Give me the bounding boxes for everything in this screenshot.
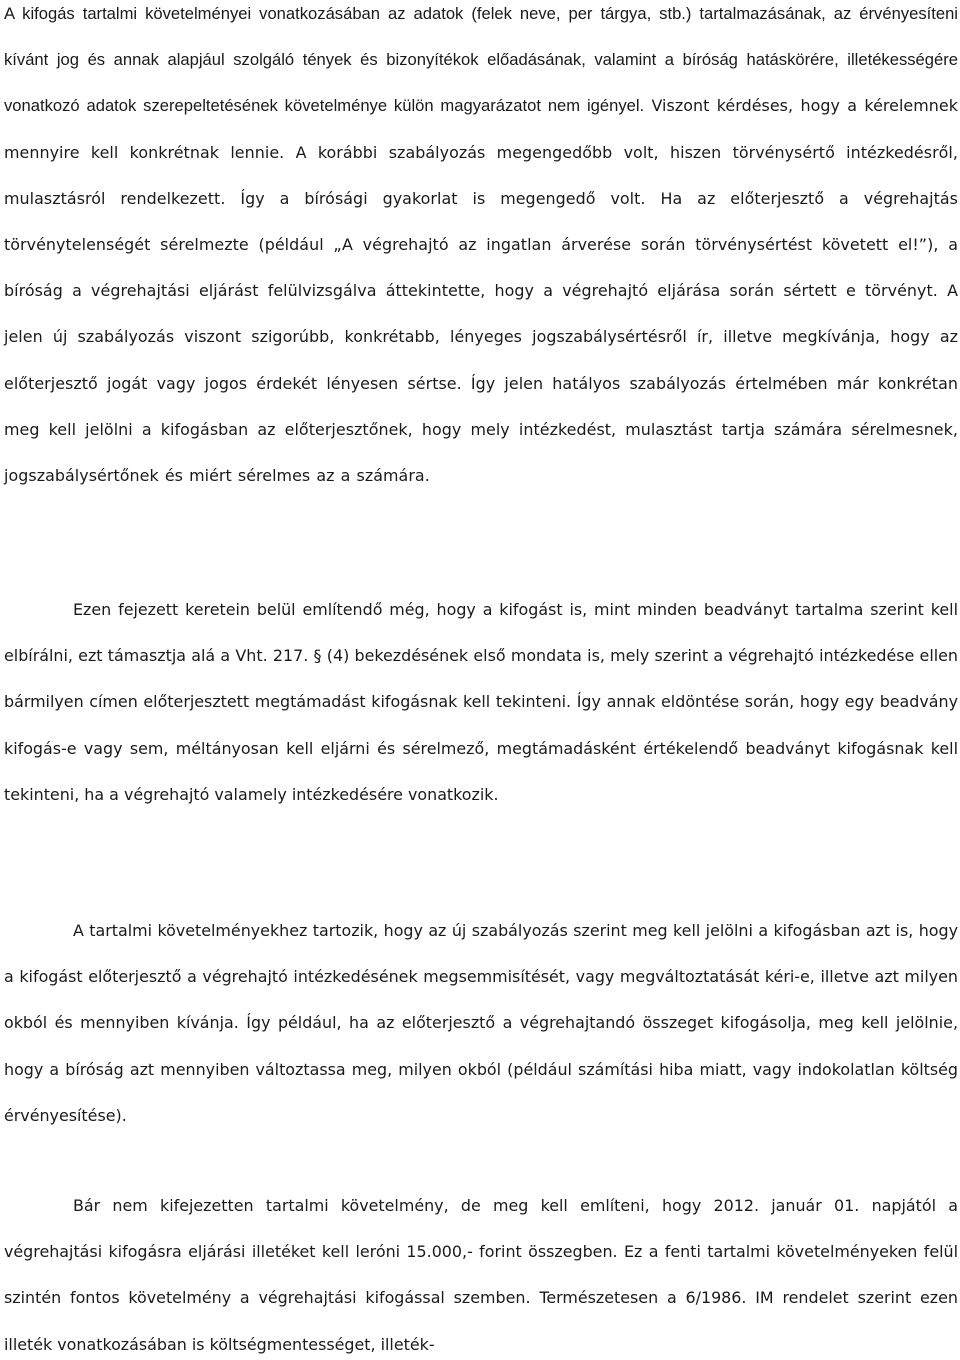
paragraph-3: A tartalmi követelményekhez tartozik, hogy az új szabályozás szerint meg kell jelölni a kifogásban azt is, hogy a kifogást előterjesztő a végrehajtó intézkedésének megsemmisítését, vagy megváltoztatását kéri-e, illetve azt milyen okból és mennyiben kívánja. Így például, ha az előterjesztő a végrehajtandó összeget kifogásolja, meg kell jelölnie, hogy a bíróság azt mennyiben változtassa meg, milyen okból (például számítási hiba miatt, vagy indokolatlan költség érvényesítése). bbox=[4, 921, 958, 1125]
paragraph-1 bbox=[0, 0, 960, 499]
paragraph-1-sans-text: Viszont kérdéses, hogy a kérelemnek mennyire kell konkrétnak lennie. A korábbi szabályozás megengedőbb volt, hiszen törvénysértő intézkedésről, mulasztásról rendelkezett. Így a bírósági gyakorlat is megengedő volt. Ha az előterjesztő a végrehajtás törvénytelenségét sérelmezte (például „A végrehajtó az ingatlan árverése során törvénysértést követett el!”), a bíróság a végrehajtási eljárást felülvizsgálva áttekintette, hogy a végrehajtó eljárása során sértett e törvényt. A jelen új szabályozás viszont szigorúbb, konkrétabb, lényeges jogszabálysértésről ír, illetve megkívánja, hogy az előterjesztő jogát vagy jogos érdekét lényesen sértse. Így jelen hatályos szabályozás értelmében már konkrétan meg kell jelölni a kifogásban az előterjesztőnek, hogy mely intézkedést, mulasztást tartja számára sérelmesnek, jogszabálysértőnek és miért sérelmes az a számára. bbox=[4, 96, 958, 486]
paragraph-1-serif-text: A kifogás tartalmi követelményei vonatkozásában az adatok (felek neve, per tárgya, stb.) tartalmazásának, az érvényesíteni kívánt jog és annak alapjául szolgáló tények és bizonyítékok előadásának, valamint a bíróság hatáskörére, illetékességére vonatkozó adatok szerepeltetésének követelménye külön magyarázatot nem igényel. bbox=[4, 4, 958, 116]
paragraph-4: Bár nem kifejezetten tartalmi követelmény, de meg kell említeni, hogy 2012. január 01. napjától a végrehajtási kifogásra eljárási illetéket kell leróni 15.000,- forint összegben. Ez a fenti tartalmi követelményeken felül szintén fontos követelmény a végrehajtási kifogással szemben. Természetesen a 6/1986. IM rendelet szerint ezen illeték vonatkozásában is költségmentességet, illeték- bbox=[4, 1196, 958, 1354]
paragraph-2: Ezen fejezett keretein belül említendő még, hogy a kifogást is, mint minden beadványt tartalma szerint kell elbírálni, ezt támasztja alá a Vht. 217. § (4) bekezdésének első mondata is, mely szerint a végrehajtó intézkedése ellen bármilyen címen előterjesztett megtámadást kifogásnak kell tekinteni. Így annak eldöntése során, hogy egy beadvány kifogás-e vagy sem, méltányosan kell eljárni és sérelmező, megtámadásként értékelendő beadványt kifogásnak kell tekinteni, ha a végrehajtó valamely intézkedésére vonatkozik. bbox=[4, 600, 958, 804]
